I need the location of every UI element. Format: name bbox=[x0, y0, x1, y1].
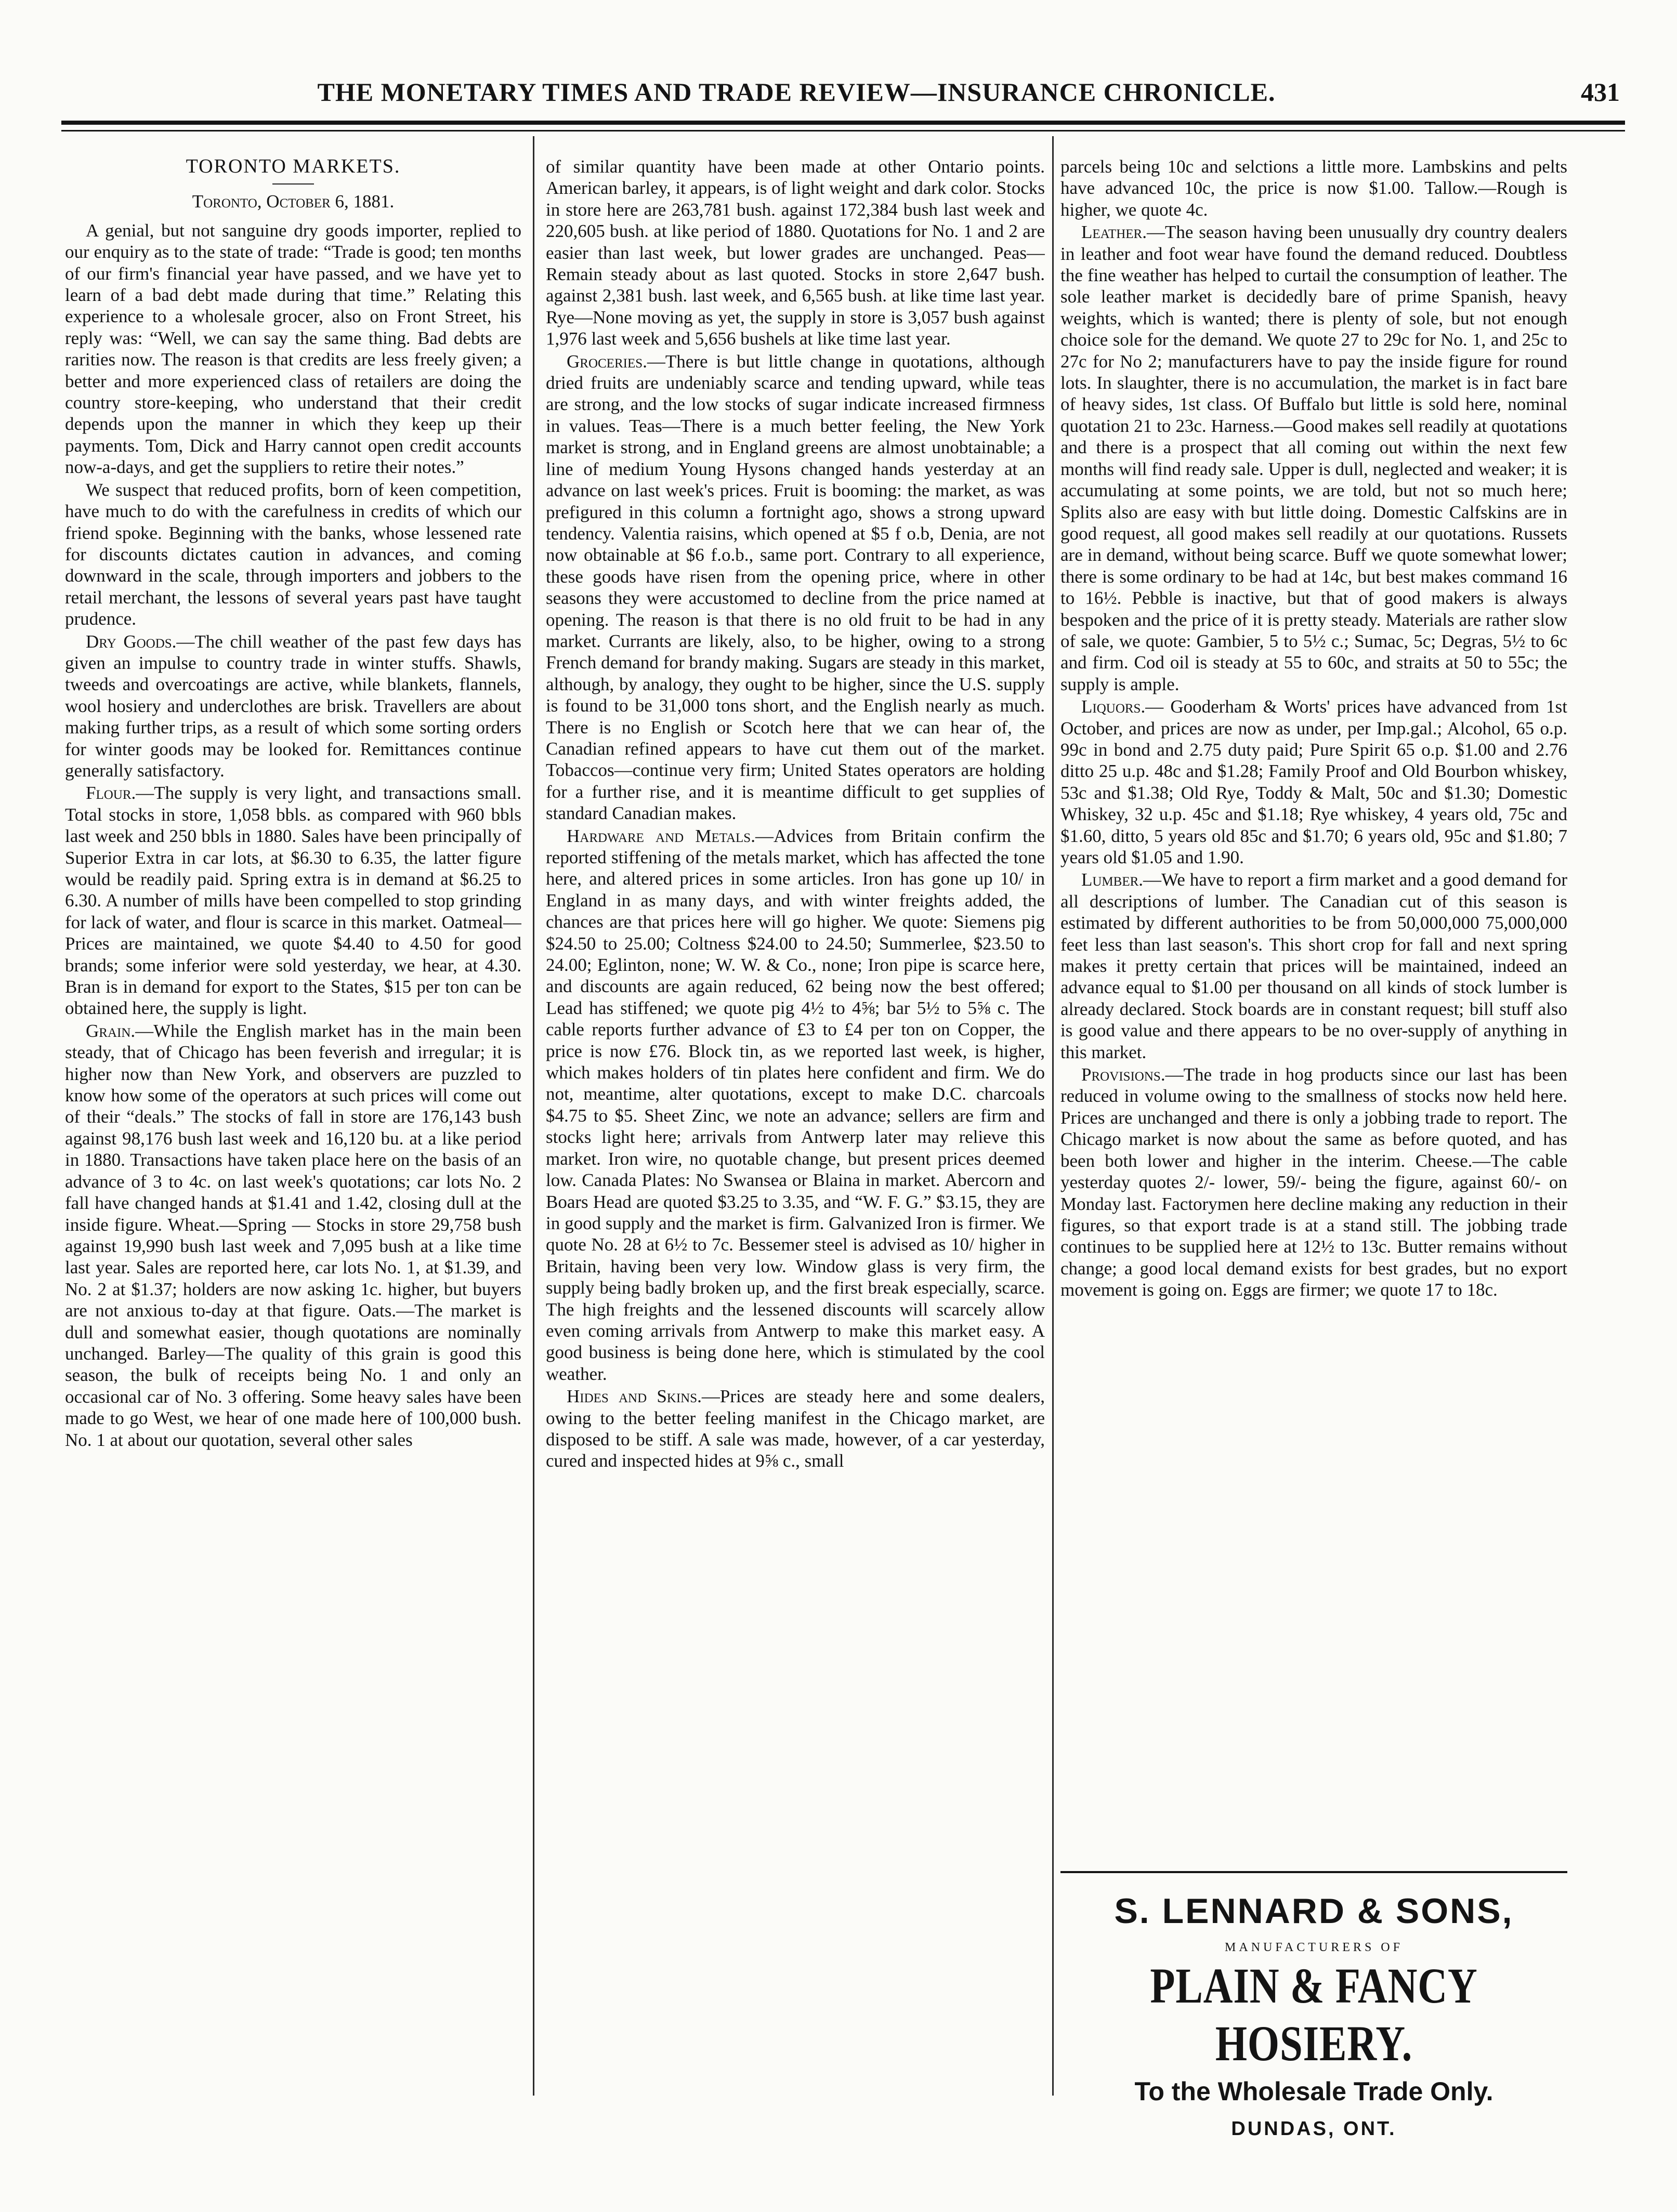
paragraph-barley-cont: of similar quantity have been made at other Ontario points. American barley, it appears, is of light weight and dark color. Stocks in store here are 263,781 bush. against 172,384 bush last week and 220,605 bush. at like period of 1880. Quotations for No. 1 and 2 are easier than last week, but lower grades are unchanged. Peas—Remain steady about as last quoted. Stocks in store 2,647 bush. against 2,381 bush. last week, and 6,565 bush. at like time last year. Rye—None moving as yet, the supply in store is 3,057 bush against 1,976 last week and 5,656 bushels at like time last year. bbox=[546, 156, 1045, 349]
paragraph-dry-goods bbox=[65, 631, 521, 782]
column-2 bbox=[546, 156, 1045, 2105]
column-3 bbox=[1060, 156, 1567, 1866]
ad-rule bbox=[1060, 1871, 1567, 1873]
section-text-hardware: —Advices from Britain confirm the reported stiffening of the metals market, which has affected the tone here, and altered prices in some articles. Iron has gone up 10/ in England in as many days, and with winter freights added, the chances are that prices here will go higher. We quote: Siemens pig $24.50 to 25.00; Coltness $24.00 to 24.50; Summerlee, $23.50 to 24.00; Eglinton, none; W. W. & Co., none; Iron pipe is scarce here, and discounts are again reduced, 62 being now the best offered; Lead has stiffened; we quote pig 4½ to 4⅝; bar 5½ to 5⅝ c. The cable reports further advance of £3 to £4 per ton on Copper, the price is now £76. Block tin, as we reported last week, is higher, which makes holders of tin plates here confident and firm. We do not, meantime, alter quotations, except to make D.C. charcoals $4.75 to $5. Sheet Zinc, we note an advance; sellers are firm and stocks light here; arrivals from Antwerp later may relieve this market. Iron wire, no quotable change, but present prices deemed low. Canada Plates: No Swansea or Blaina in market. Abercorn and Boars Head are quoted $3.25 to 3.35, and “W. F. G.” $3.15, they are in good supply and the market is firm. Galvanized Iron is firmer. We quote No. 28 at 6½ to 7c. Bessemer steel is advised as 10/ higher in Britain, having been very low. Window glass is very firm, the supply being badly broken up, and the first break especially, scarce. The high freights and the lessened discounts will scarcely allow even coming arrivals from Antwerp to make this market easy. A good business is being done here, which is stimulated by the cool weather. bbox=[546, 825, 1045, 1384]
header-rule-thick bbox=[61, 121, 1625, 125]
section-head-dry-goods: Dry Goods. bbox=[86, 631, 177, 652]
paragraph-importer: A genial, but not sanguine dry goods importer, replied to our enquiry as to the state of trade: “Trade is good; ten months of our firm's financial year have passed, and we have yet to learn of a bad debt made during that time.” Relating this experience to a wholesale grocer, also on Front Street, his reply was: “Well, we can say the same thing. Bad debts are rarities now. The reason is that credits are less freely given; a better and more experienced class of retailers are doing the country store-keeping, who understand that their credit depends upon the manner in which they keep up their payments. Tom, Dick and Harry cannot open credit accounts now-a-days, and get the suppliers to retire their notes.” bbox=[65, 220, 521, 478]
running-head: THE MONETARY TIMES AND TRADE REVIEW—INSURANCE CHRONICLE. bbox=[317, 77, 1276, 107]
page-header bbox=[61, 77, 1625, 114]
title-rule bbox=[272, 183, 314, 185]
section-text-hides: —Prices are steady here and some dealers, owing to the better feeling manifest in the Chicago market, are disposed to be stiff. A sale was made, however, of a car yesterday, cured and inspected hides at 9⅝ c., small bbox=[546, 1386, 1045, 1471]
paragraph-hides bbox=[546, 1386, 1045, 1472]
column-1 bbox=[65, 156, 521, 2105]
section-text-dry-goods: —The chill weather of the past few days has given an impulse to country trade in winter stuffs. Shawls, tweeds and overcoatings are active, while blankets, flannels, wool hosiery and underclothes are brisk. Travellers are about making further trips, as a result of which some sorting orders for winter goods may be looked for. Remittances continue generally satisfactory. bbox=[65, 631, 521, 781]
section-text-leather: —The season having been unusually dry country dealers in leather and foot wear have found the demand reduced. Doubtless the fine weather has helped to curtail the consumption of leather. The sole leather market is decidedly bare of prime Spanish, heavy weights, which is wanted; there is plenty of sole, but not enough choice sole for the demand. We quote 27 to 29c for No. 1, and 25c to 27c for No 2; manufacturers have to pay the inside figure for round lots. In slaughter, there is no accumulation, the market is in fact bare of heavy sides, 1st class. Of Buffalo but little is sold here, nominal quotation 21 to 23c. Harness.—Good makes sell readily at quotations and there is a prospect that all coming out within the next few months will find ready sale. Upper is dull, neglected and weaker; it is accumulating at some points, we are told, but not so much here; Splits also are easy with but little doing. Domestic Calfskins are in good request, all good makes sell readily at our quotations. Russets are in demand, without being scarce. Buff we quote somewhat lower; there is some ordinary to be had at 14c, but best makes command 16 to 16½. Pebble is inactive, but that of good makers is always bespoken and the price of it is pretty steady. Materials are rather slow of sale, we quote: Gambier, 5 to 5½ c.; Sumac, 5c; Degras, 5½ to 6c and firm. Cod oil is steady at 55 to 60c, and straits at 50 to 55c; the supply is ample. bbox=[1060, 222, 1567, 694]
section-text-lumber: —We have to report a firm market and a good demand for all descriptions of lumber. The Canadian cut of this season is estimated by different authorities to be from 50,000,000 75,000,000 feet less than last season's. This short crop for fall and next spring makes it pretty certain that prices will be maintained, indeed an advance equal to $1.00 per thousand on all kinds of stock lumber is already declared. Stock boards are in constant request; bill stuff also is good value and there appears to be no over-supply of anything in this market. bbox=[1060, 870, 1567, 1062]
ad-audience: To the Wholesale Trade Only. bbox=[1134, 2077, 1493, 2106]
dateline: Toronto, October 6, 1881. bbox=[192, 191, 395, 212]
paragraph-provisions bbox=[1060, 1064, 1567, 1300]
ad-location: DUNDAS, ONT. bbox=[1231, 2118, 1397, 2140]
section-text-groceries: —There is but little change in quotations, although dried fruits are undeniably scarce and tending upward, while teas are strong, and the low stocks of sugar indicate increased firmness in values. Teas—There is a much better feeling, the New York market is strong, and in England greens are almost unobtainable; a line of medium Young Hysons changed hands yesterday at an advance on last week's prices. Fruit is booming: the market, as was prefigured in this column a fortnight ago, shows a strong upward tendency. Valentia raisins, which opened at $5 f o.b, Denia, are not now obtainable at $6 f.o.b., same port. Contrary to all experience, these goods have risen from the opening price, where in other seasons they were accustomed to decline from the price named at opening. The reason is that there is no old fruit to be had in any market. Currants are likely, also, to be higher, owing to a strong French demand for brandy making. Sugars are steady in this market, although, by analogy, they ought to be higher, since the U.S. supply is found to be 31,000 tons short, and the English nearly as much. There is no English or Scotch here that we can hear of, the Canadian refined appears to have cut them out of the market. Tobaccos—continue very firm; United States operators are holding for a further rise, and it is meantime difficult to get supplies of standard Canadian makes. bbox=[546, 351, 1045, 824]
paragraph-lumber bbox=[1060, 869, 1567, 1063]
article-title: TORONTO MARKETS. bbox=[186, 156, 401, 177]
paragraph-flour bbox=[65, 782, 521, 1019]
section-head-groceries: Groceries. bbox=[567, 351, 647, 372]
paragraph-credit: We suspect that reduced profits, born of keen competition, have much to do with the carefulness in credits of which our friend spoke. Beginning with the banks, whose lessened rate for discounts dictates caution in advances, and coming downward in the scale, through importers and jobbers to the retail merchant, the lessons of several years past have taught prudence. bbox=[65, 479, 521, 629]
section-head-flour: Flour. bbox=[86, 783, 136, 804]
paragraph-leather bbox=[1060, 221, 1567, 695]
paragraph-grain bbox=[65, 1020, 521, 1451]
column-divider-2 bbox=[1052, 136, 1054, 2096]
paragraph-hides-cont: parcels being 10c and selctions a little more. Lambskins and pelts have advanced 10c, the price is now $1.00. Tallow.—Rough is higher, we quote 4c. bbox=[1060, 156, 1567, 220]
paragraph-hardware bbox=[546, 825, 1045, 1385]
paragraph-liquors bbox=[1060, 696, 1567, 868]
section-head-lumber: Lumber. bbox=[1081, 870, 1144, 890]
ad-tagline: MANUFACTURERS OF bbox=[1225, 1941, 1403, 1954]
section-head-leather: Leather. bbox=[1081, 222, 1147, 243]
section-head-provisions: Provisions. bbox=[1081, 1064, 1165, 1085]
section-text-provisions: —The trade in hog products since our last has been reduced in volume owing to the smallness of stocks now held here. Prices are unchanged and there is only a jobbing trade to report. The Chicago market is now about the same as before quoted, and has been both lower and higher in the interim. Cheese.—The cable yesterday quotes 2/- lower, 59/- being the figure, against 60/- on Monday last. Factorymen here decline making any reduction in their figures, so that export trade is at a stand still. The jobbing trade continues to be supplied here at 12½ to 13c. Butter remains without change; a good local demand exists for best grades, but no export movement is going on. Eggs are firmer; we quote 17 to 18c. bbox=[1060, 1064, 1567, 1300]
section-text-liquors: — Gooderham & Worts' prices have advanced from 1st October, and prices are now as under, per Imp.gal.; Alcohol, 65 o.p. 99c in bond and 2.75 duty paid; Pure Spirit 65 o.p. $1.00 and 2.76 ditto 25 u.p. 48c and $1.28; Family Proof and Old Bourbon whiskey, 53c and $1.38; Old Rye, Toddy & Malt, 50c and $1.30; Domestic Whiskey, 32 u.p. 45c and $1.18; Rye whiskey, 4 years old, 75c and $1.60, ditto, 5 years old 85c and $1.70; 6 years old, 95c and $1.80; 7 years old $1.05 and 1.90. bbox=[1060, 696, 1567, 867]
paragraph-groceries bbox=[546, 351, 1045, 824]
ad-product: PLAIN & FANCY HOSIERY. bbox=[1150, 1958, 1478, 2071]
ad-company-name: S. LENNARD & SONS, bbox=[1114, 1891, 1514, 1931]
section-head-grain: Grain. bbox=[86, 1020, 136, 1041]
section-head-liquors: Liquors. bbox=[1081, 696, 1146, 717]
page-number: 431 bbox=[1581, 77, 1620, 107]
section-text-flour: —The supply is very light, and transactions small. Total stocks in store, 1,058 bbls. as compared with 960 bbls last week and 250 bbls in 1880. Sales have been principally of Superior Extra in car lots, at $6.30 to 6.35, the latter figure would be readily paid. Spring extra is in demand at $6.25 to 6.30. A number of mills have been compelled to stop grinding for lack of water, and flour is scarce in this market. Oatmeal—Prices are maintained, we quote $4.40 to 4.50 for good brands; some inferior were sold yesterday, we hear, at 4.30. Bran is in demand for export to the States, $15 per ton can be obtained here, the supply is light. bbox=[65, 783, 521, 1019]
advertisement bbox=[1063, 1880, 1565, 2140]
section-head-hides: Hides and Skins. bbox=[567, 1386, 702, 1407]
section-head-hardware: Hardware and Metals. bbox=[567, 825, 755, 846]
section-text-grain: —While the English market has in the main been steady, that of Chicago has been feverish and irregular; it is higher now than New York, and observers are puzzled to know how some of the operators at such prices will come out of their “deals.” The stocks of fall in store are 176,143 bush against 98,176 bush last week and 16,120 bu. at a like period in 1880. Transactions have taken place here on the basis of an advance of 3 to 4c. on last week's quotations; car lots No. 2 fall have changed hands at $1.41 and 1.42, closing dull at the inside figure. Wheat.—Spring — Stocks in store 29,758 bush against 19,990 bush last week and 7,095 bush at a like time last year. Sales are reported here, car lots No. 1, at $1.39, and No. 2 at $1.37; holders are now asking 1c. higher, but buyers are not anxious to-day at that figure. Oats.—The market is dull and somewhat easier, though quotations are nominally unchanged. Barley—The quality of this grain is good this season, the bulk of receipts being No. 1 and only an occasional car of No. 3 offering. Some heavy sales have been made to go West, we hear of one made here of 100,000 bush. No. 1 at about our quotation, several other sales bbox=[65, 1020, 521, 1450]
header-rule-thin bbox=[61, 130, 1625, 131]
column-divider-1 bbox=[533, 136, 534, 2096]
